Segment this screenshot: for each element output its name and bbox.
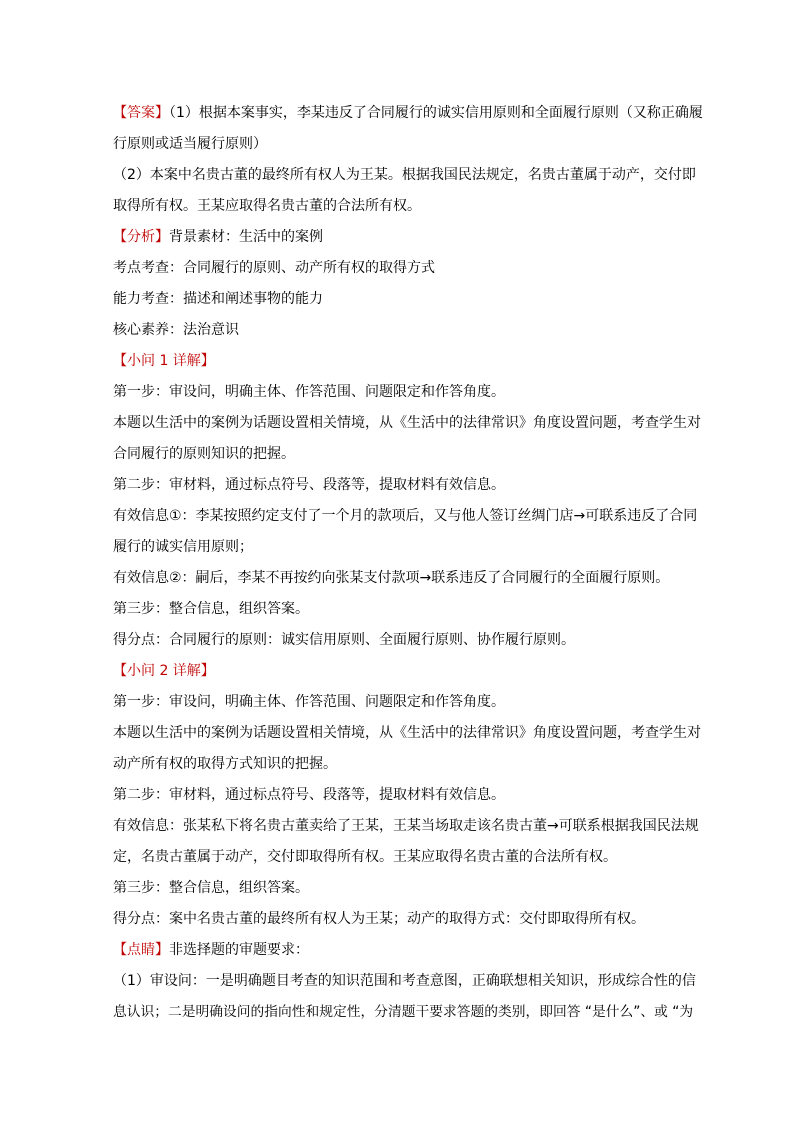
analysis-background: 背景素材：生活中的案例	[169, 229, 323, 245]
q2-score: 得分点：案中名贵古董的最终所有权人为王某；动产的取得方式：交付即取得所有权。	[113, 911, 645, 927]
q1-info2: 有效信息②：嗣后，李某不再按约向张某支付款项→联系违反了合同履行的全面履行原则。	[113, 570, 670, 586]
q2-heading: 【小问 2 详解】	[113, 663, 215, 679]
q1-step1: 第一步：审设问，明确主体、作答范围、问题限定和作答角度。	[113, 384, 505, 400]
tip-line-1: （1）审设问：一是明确题目考查的知识范围和考查意图，正确联想相关知识，形成综合性的信	[113, 973, 696, 989]
q2-info-line-1: 有效信息：张某私下将名贵古董卖给了王某，王某当场取走该名贵古董→可联系根据我国民法规	[113, 818, 699, 834]
answer-line-4: 取得所有权。王某应取得名贵古董的合法所有权。	[113, 198, 421, 214]
ability-check: 能力考查：描述和阐述事物的能力	[113, 291, 323, 307]
tip-line-2: 息认识；二是明确设问的指向性和规定性，分清题干要求答题的类别，即回答 “是什么”、或 “为	[113, 1004, 694, 1020]
q1-step1-body-2: 合同履行的原则知识的把握。	[113, 446, 295, 462]
q1-step2: 第二步：审材料，通过标点符号、段落等，提取材料有效信息。	[113, 477, 505, 493]
analysis-line	[113, 222, 703, 253]
answer-line-3: （2）本案中名贵古董的最终所有权人为王某。根据我国民法规定，名贵古董属于动产，交付即	[113, 167, 696, 183]
q2-step2: 第二步：审材料，通过标点符号、段落等，提取材料有效信息。	[113, 787, 505, 803]
q2-step1: 第一步：审设问，明确主体、作答范围、问题限定和作答角度。	[113, 694, 505, 710]
q1-heading: 【小问 1 详解】	[113, 353, 215, 369]
answer-label: 【答案】	[113, 105, 169, 121]
answer-text-1: （1）根据本案事实，李某违反了合同履行的诚实信用原则和全面履行原则（又称正确履	[169, 105, 703, 121]
q1-score: 得分点：合同履行的原则：诚实信用原则、全面履行原则、协作履行原则。	[113, 632, 575, 648]
q2-info-line-2: 定，名贵古董属于动产，交付即取得所有权。王某应取得名贵古董的合法所有权。	[113, 849, 617, 865]
q1-info1-line-1: 有效信息①：李某按照约定支付了一个月的款项后，又与他人签订丝绸门店→可联系违反了合同	[113, 508, 698, 524]
analysis-label: 【分析】	[113, 229, 169, 245]
q1-step3: 第三步：整合信息，组织答案。	[113, 601, 309, 617]
tip-line	[113, 935, 703, 966]
tip-label: 【点睛】	[113, 942, 169, 958]
answer-line-1	[113, 98, 703, 129]
q1-step1-body-1: 本题以生活中的案例为话题设置相关情境，从《生活中的法律常识》角度设置问题，考查学生对	[113, 415, 701, 431]
q2-step1-body-1: 本题以生活中的案例为话题设置相关情境，从《生活中的法律常识》角度设置问题，考查学生对	[113, 725, 701, 741]
core-literacy: 核心素养：法治意识	[113, 322, 239, 338]
exam-points: 考点考查：合同履行的原则、动产所有权的取得方式	[113, 260, 435, 276]
q1-info1-line-2: 履行的诚实信用原则；	[113, 539, 253, 555]
q2-step1-body-2: 动产所有权的取得方式知识的把握。	[113, 756, 337, 772]
answer-line-2: 行原则或适当履行原则）	[113, 136, 267, 152]
document-body	[113, 98, 703, 1028]
q2-step3: 第三步：整合信息，组织答案。	[113, 880, 309, 896]
tip-title: 非选择题的审题要求：	[169, 942, 309, 958]
